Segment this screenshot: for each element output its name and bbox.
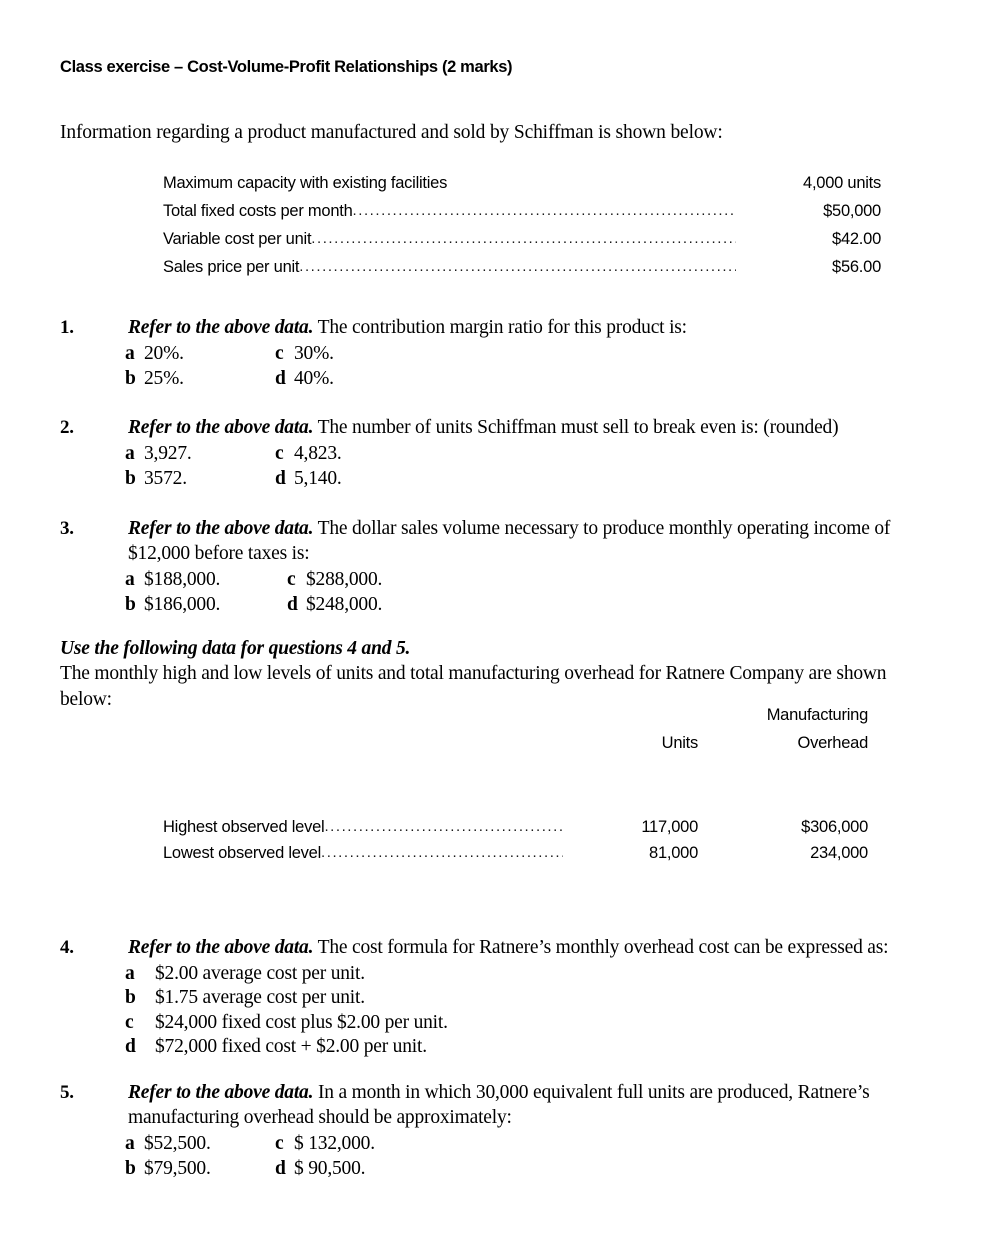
option-letter: d: [125, 1036, 136, 1058]
refer-phrase: Refer to the above data.: [128, 1082, 314, 1103]
option-letter: a: [125, 1132, 135, 1154]
option-letter: c: [125, 1011, 134, 1033]
option-a[interactable]: [125, 569, 287, 591]
refer-phrase: Refer to the above data.: [128, 937, 314, 958]
section-intro: [60, 636, 960, 712]
option-c[interactable]: [275, 343, 334, 365]
question-number: 4.: [60, 937, 74, 958]
option-text: $24,000 fixed cost plus $2.00 per unit.: [155, 1011, 448, 1033]
row-value: $42.00: [832, 230, 881, 248]
option-row: [125, 1133, 960, 1158]
option-text: 20%.: [144, 342, 184, 364]
option-text: 40%.: [294, 367, 334, 389]
option-c[interactable]: [125, 1012, 448, 1034]
answer-options: [125, 1133, 960, 1183]
question-body: [128, 1081, 960, 1106]
option-text: $ 90,500.: [294, 1157, 366, 1179]
row-units-value: 81,000: [649, 844, 698, 862]
table-row: [163, 202, 881, 230]
option-a[interactable]: [125, 1133, 275, 1155]
question-continuation: $12,000 before taxes is:: [128, 542, 310, 564]
question-1: [60, 316, 960, 393]
dot-leader: [324, 818, 563, 835]
option-row: [125, 594, 960, 619]
refer-phrase: Refer to the above data.: [128, 518, 314, 539]
option-text: $ 132,000.: [294, 1132, 375, 1154]
option-a[interactable]: [125, 963, 365, 985]
question-body: [128, 517, 960, 542]
question-2: [60, 416, 960, 493]
option-letter: c: [287, 568, 296, 590]
question-stem: [60, 517, 960, 542]
question-text: In a month in which 30,000 equivalent full units are produced, Ratnere’s: [313, 1082, 870, 1103]
option-text: 25%.: [144, 367, 184, 389]
option-letter: a: [125, 342, 135, 364]
dot-leader: [299, 258, 736, 275]
row-value: $56.00: [832, 258, 881, 276]
option-a[interactable]: [125, 343, 275, 365]
option-letter: b: [125, 1157, 136, 1179]
option-letter: c: [275, 342, 284, 364]
option-letter: b: [125, 987, 136, 1009]
table-row: [163, 230, 881, 258]
option-text: $2.00 average cost per unit.: [155, 962, 365, 984]
answer-options: [125, 443, 960, 493]
question-text: The dollar sales volume necessary to produce monthly operating income of: [313, 518, 891, 539]
option-d[interactable]: [275, 368, 334, 390]
dot-leader: [353, 202, 736, 219]
option-row: [125, 1036, 960, 1061]
option-row: [125, 1012, 960, 1037]
table-row: [163, 174, 881, 202]
answer-options: [125, 343, 960, 393]
option-row: [125, 1158, 960, 1183]
option-row: [125, 963, 960, 988]
option-c[interactable]: [275, 443, 342, 465]
option-d[interactable]: [287, 594, 382, 616]
table-row: [163, 818, 868, 844]
table-row: [163, 844, 868, 870]
option-d[interactable]: [125, 1036, 427, 1058]
question-stem: [60, 1081, 960, 1106]
question-3: [60, 517, 960, 619]
option-text: 30%.: [294, 342, 334, 364]
row-label: Total fixed costs per month: [163, 202, 353, 220]
option-text: $72,000 fixed cost + $2.00 per unit.: [155, 1036, 427, 1058]
question-5: [60, 1081, 960, 1183]
question-text: The cost formula for Ratnere’s monthly overhead cost can be expressed as:: [313, 937, 889, 958]
question-body: [128, 316, 960, 341]
question-stem: [60, 936, 960, 961]
option-b[interactable]: [125, 368, 275, 390]
option-text: 4,823.: [294, 442, 342, 464]
option-b[interactable]: [125, 468, 275, 490]
option-letter: a: [125, 962, 135, 984]
option-text: $1.75 average cost per unit.: [155, 987, 365, 1009]
row-label: Highest observed level: [163, 818, 325, 836]
option-text: 3,927.: [144, 442, 192, 464]
option-c[interactable]: [287, 569, 382, 591]
header-overhead: Overhead: [797, 734, 868, 752]
option-text: $288,000.: [306, 568, 383, 590]
question-stem: [60, 416, 960, 441]
header-row-2: [163, 734, 868, 762]
row-overhead-value: $306,000: [801, 818, 868, 836]
header-manufacturing: Manufacturing: [766, 706, 868, 724]
page-title: Class exercise – Cost-Volume-Profit Relationships (2 marks): [60, 58, 513, 76]
option-d[interactable]: [275, 468, 342, 490]
header-units: Units: [661, 734, 698, 752]
row-units-value: 117,000: [641, 818, 698, 836]
question-number: 3.: [60, 518, 74, 539]
answer-options: [125, 569, 960, 619]
section-intro-title: Use the following data for questions 4 and 5.: [60, 638, 411, 659]
dot-leader: [321, 844, 563, 861]
question-body: [128, 936, 960, 961]
question-number: 1.: [60, 317, 74, 338]
option-b[interactable]: [125, 1158, 275, 1180]
row-label: Sales price per unit: [163, 258, 300, 276]
question-text: The number of units Schiffman must sell to break even is: (rounded): [313, 417, 839, 438]
option-text: $188,000.: [144, 568, 221, 590]
option-row: [125, 987, 960, 1012]
option-letter: b: [125, 593, 136, 615]
overhead-data-table: [163, 818, 868, 870]
option-letter: d: [287, 593, 298, 615]
option-a[interactable]: [125, 443, 275, 465]
refer-phrase: Refer to the above data.: [128, 417, 314, 438]
option-row: [125, 468, 960, 493]
table-row: [163, 258, 881, 286]
row-label: Lowest observed level: [163, 844, 322, 862]
option-letter: b: [125, 367, 136, 389]
option-b[interactable]: [125, 987, 365, 1009]
option-text: $248,000.: [306, 593, 383, 615]
question-body: [128, 416, 960, 441]
option-letter: d: [275, 367, 286, 389]
row-overhead-value: 234,000: [810, 844, 868, 862]
option-row: [125, 443, 960, 468]
option-text: $52,500.: [144, 1132, 211, 1154]
option-b[interactable]: [125, 594, 287, 616]
row-value: 4,000 units: [803, 174, 881, 192]
option-letter: c: [275, 1132, 284, 1154]
refer-phrase: Refer to the above data.: [128, 317, 314, 338]
option-c[interactable]: [275, 1133, 375, 1155]
option-letter: a: [125, 568, 135, 590]
option-row: [125, 569, 960, 594]
section-intro-line2: below:: [60, 688, 112, 710]
question-4: [60, 936, 960, 1061]
overhead-table-header: [163, 706, 868, 762]
section-intro-line1: The monthly high and low levels of units and total manufacturing overhead for Ratnere Company are shown: [60, 663, 887, 685]
option-letter: a: [125, 442, 135, 464]
option-text: $79,500.: [144, 1157, 211, 1179]
row-value: $50,000: [823, 202, 881, 220]
option-text: 3572.: [144, 467, 187, 489]
option-letter: d: [275, 1157, 286, 1179]
header-row-1: [163, 706, 868, 734]
option-letter: c: [275, 442, 284, 464]
question-stem: [60, 316, 960, 341]
intro-paragraph: Information regarding a product manufactured and sold by Schiffman is shown below:: [60, 122, 723, 143]
product-data-table: [163, 174, 881, 286]
option-text: 5,140.: [294, 467, 342, 489]
row-label: Maximum capacity with existing facilities: [163, 174, 448, 192]
option-letter: b: [125, 467, 136, 489]
dot-leader: [311, 230, 736, 247]
answer-options: [125, 963, 960, 1061]
question-continuation: manufacturing overhead should be approximately:: [128, 1106, 512, 1128]
question-text: The contribution margin ratio for this product is:: [313, 317, 687, 338]
question-number: 5.: [60, 1082, 74, 1103]
option-d[interactable]: [275, 1158, 365, 1180]
option-text: $186,000.: [144, 593, 221, 615]
question-number: 2.: [60, 417, 74, 438]
option-letter: d: [275, 467, 286, 489]
option-row: [125, 368, 960, 393]
row-label: Variable cost per unit: [163, 230, 312, 248]
option-row: [125, 343, 960, 368]
